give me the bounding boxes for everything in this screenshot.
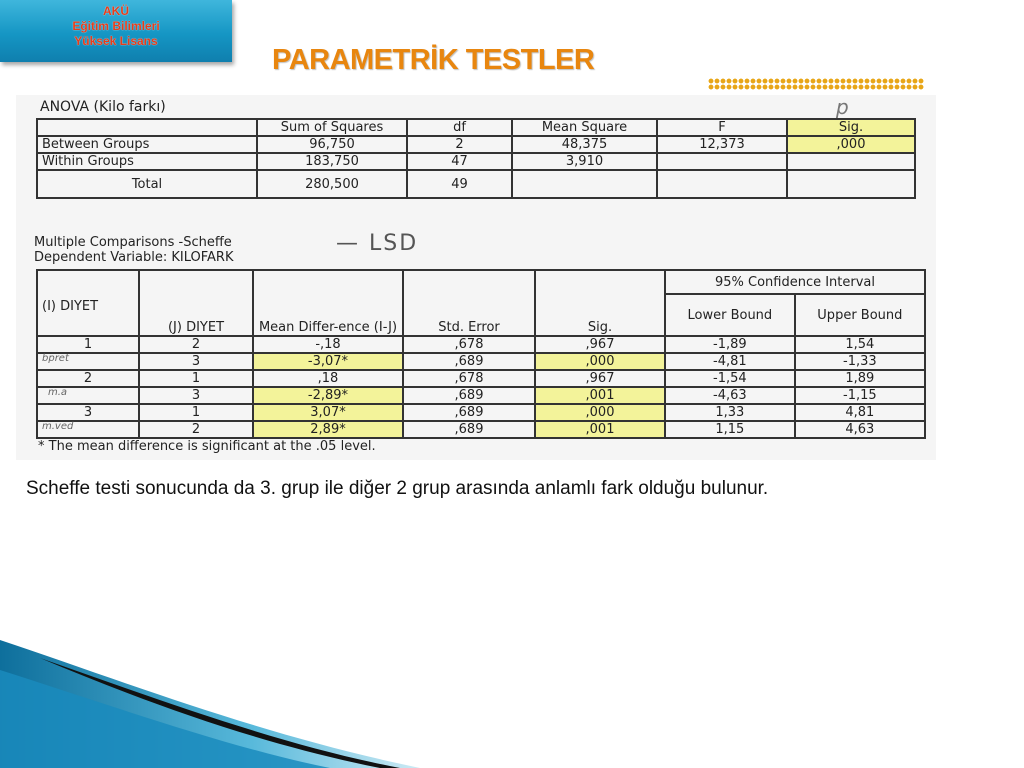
table-cell: -,18 bbox=[253, 336, 403, 353]
mc-header-cell: Upper Bound bbox=[795, 294, 925, 336]
multiple-comparisons-table bbox=[36, 269, 926, 439]
table-row bbox=[37, 170, 915, 198]
decorative-dots bbox=[708, 78, 924, 90]
handwritten-label: bpret bbox=[42, 353, 69, 364]
table-row bbox=[37, 404, 925, 421]
handwritten-lsd: — LSD bbox=[336, 231, 419, 256]
table-cell: 1,54 bbox=[795, 336, 925, 353]
table-cell: 1 bbox=[139, 404, 253, 421]
table-cell: ,001 bbox=[535, 387, 665, 404]
table-row bbox=[37, 336, 925, 353]
table-cell: 2,89* bbox=[253, 421, 403, 438]
table-cell: 280,500 bbox=[257, 170, 407, 198]
badge-line-3: Yüksek Lisans bbox=[74, 34, 158, 48]
table-cell: -1,54 bbox=[665, 370, 795, 387]
table-cell: 1 bbox=[37, 336, 139, 353]
table-cell: Within Groups bbox=[37, 153, 257, 170]
table-cell: 2 bbox=[407, 136, 512, 153]
table-cell: ,001 bbox=[535, 421, 665, 438]
institution-badge bbox=[0, 0, 232, 62]
table-row bbox=[37, 136, 915, 153]
table-cell bbox=[787, 153, 915, 170]
mc-header-cell: Sig. bbox=[535, 270, 665, 336]
table-cell bbox=[657, 170, 787, 198]
table-row bbox=[37, 387, 925, 404]
table-cell: -1,33 bbox=[795, 353, 925, 370]
anova-header-cell: Mean Square bbox=[512, 119, 657, 136]
mc-title: Multiple Comparisons -Scheffe bbox=[34, 235, 232, 250]
table-row bbox=[37, 370, 925, 387]
table-cell: ,18 bbox=[253, 370, 403, 387]
table-cell: 4,81 bbox=[795, 404, 925, 421]
mc-header-row-1 bbox=[37, 270, 925, 294]
table-cell: 1,89 bbox=[795, 370, 925, 387]
anova-header-cell: df bbox=[407, 119, 512, 136]
table-cell: -1,15 bbox=[795, 387, 925, 404]
table-cell: 3 bbox=[139, 353, 253, 370]
table-cell bbox=[657, 153, 787, 170]
anova-header-cell: Sum of Squares bbox=[257, 119, 407, 136]
table-cell: Total bbox=[37, 170, 257, 198]
table-cell: ,689 bbox=[403, 404, 535, 421]
table-cell: 3,07* bbox=[253, 404, 403, 421]
table-cell bbox=[787, 170, 915, 198]
mc-dependent-variable: Dependent Variable: KILOFARK bbox=[34, 250, 234, 265]
table-cell: ,678 bbox=[403, 336, 535, 353]
table-cell: 3,910 bbox=[512, 153, 657, 170]
mc-header-cell: Std. Error bbox=[403, 270, 535, 336]
table-cell: 3 bbox=[37, 404, 139, 421]
anova-title: ANOVA (Kilo farkı) bbox=[40, 99, 166, 115]
table-cell bbox=[512, 170, 657, 198]
conclusion-text: Scheffe testi sonucunda da 3. grup ile diğer 2 grup arasında anlamlı fark olduğu bulunur. bbox=[26, 478, 769, 499]
mc-header-cell: Mean Differ-ence (I-J) bbox=[253, 270, 403, 336]
mc-header-cell: Lower Bound bbox=[665, 294, 795, 336]
table-cell: ,678 bbox=[403, 370, 535, 387]
handwritten-label: m.ved bbox=[42, 421, 74, 432]
table-cell: 49 bbox=[407, 170, 512, 198]
table-row bbox=[37, 421, 925, 438]
table-row bbox=[37, 353, 925, 370]
anova-header-row bbox=[37, 119, 915, 136]
table-cell: -1,89 bbox=[665, 336, 795, 353]
mc-header-cell: (J) DIYET bbox=[139, 270, 253, 336]
mc-header-cell: (I) DIYET bbox=[37, 270, 139, 336]
table-cell: ,689 bbox=[403, 421, 535, 438]
table-row bbox=[37, 153, 915, 170]
table-cell: -4,63 bbox=[665, 387, 795, 404]
badge-line-2: Eğitim Bilimleri bbox=[72, 19, 160, 33]
table-cell: 47 bbox=[407, 153, 512, 170]
table-cell: 183,750 bbox=[257, 153, 407, 170]
anova-table bbox=[36, 118, 916, 199]
table-cell: -4,81 bbox=[665, 353, 795, 370]
table-cell: ,967 bbox=[535, 336, 665, 353]
table-cell: ,689 bbox=[403, 387, 535, 404]
table-cell: 3 bbox=[139, 387, 253, 404]
table-cell: ,967 bbox=[535, 370, 665, 387]
table-cell: 1 bbox=[139, 370, 253, 387]
ci-header: 95% Confidence Interval bbox=[665, 270, 925, 294]
handwritten-label: m.a bbox=[48, 387, 68, 398]
table-cell: -3,07* bbox=[253, 353, 403, 370]
anova-header-cell bbox=[37, 119, 257, 136]
table-cell: -2,89* bbox=[253, 387, 403, 404]
table-cell: ,000 bbox=[535, 404, 665, 421]
table-cell: 2 bbox=[37, 370, 139, 387]
table-cell: 1,33 bbox=[665, 404, 795, 421]
table-cell: 2 bbox=[139, 421, 253, 438]
table-cell: 48,375 bbox=[512, 136, 657, 153]
scanned-output-image bbox=[16, 95, 936, 460]
table-cell: 4,63 bbox=[795, 421, 925, 438]
table-cell: ,000 bbox=[535, 353, 665, 370]
table-cell: Between Groups bbox=[37, 136, 257, 153]
slide-title: PARAMETRİK TESTLER bbox=[272, 44, 595, 76]
handwritten-p: p bbox=[836, 95, 849, 119]
decorative-swoosh bbox=[0, 640, 420, 768]
table-cell: ,689 bbox=[403, 353, 535, 370]
table-cell: 1,15 bbox=[665, 421, 795, 438]
table-cell: ,000 bbox=[787, 136, 915, 153]
table-cell: 96,750 bbox=[257, 136, 407, 153]
anova-header-cell: F bbox=[657, 119, 787, 136]
multiple-comparisons-heading bbox=[34, 235, 233, 265]
table-cell: 2 bbox=[139, 336, 253, 353]
significance-footnote: * The mean difference is significant at the .05 level. bbox=[38, 439, 376, 454]
anova-header-cell: Sig. bbox=[787, 119, 915, 136]
badge-line-1: AKÜ bbox=[103, 4, 129, 18]
table-cell: 12,373 bbox=[657, 136, 787, 153]
